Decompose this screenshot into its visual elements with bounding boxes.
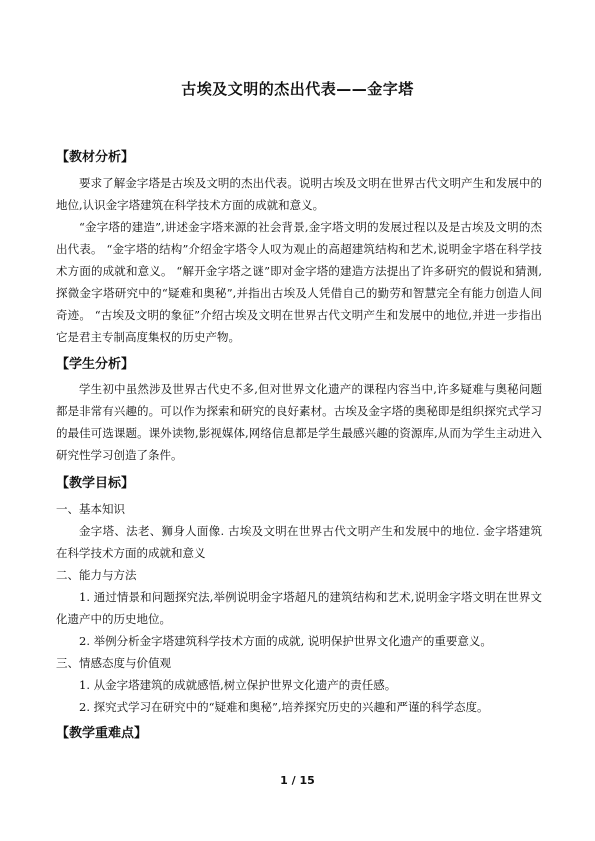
- ability-label: 二、能力与方法: [56, 568, 137, 582]
- section-heading-student-analysis: 【学生分析】: [56, 357, 135, 372]
- student-analysis-paragraph: 学生初中虽然涉及世界古代史不多,但对世界文化遗产的课程内容当中,许多疑难与奥秘问题都是非常有兴趣的。可以作为探索和研究的良好素材。古埃及金字塔的奥秘即是组织探究式学习的最佳可选课题。课外读物,影视媒体,网络信息都是学生最感兴趣的资源库,从而为学生主动进入研究性学习创造了条件。: [56, 382, 542, 462]
- textbook-analysis-paragraph-1: 要求了解金字塔是古埃及文明的杰出代表。说明古埃及文明在世界古代文明产生和发展中的地位,认识金字塔建筑在科学技术方面的成就和意义。: [56, 176, 542, 212]
- emotion-item-2: 2. 探究式学习在研究中的“疑难和奥秘”,培养探究历史的兴趣和严谨的科学态度。: [79, 700, 489, 714]
- page-number: 1 / 15: [280, 774, 315, 787]
- document-title: 古埃及文明的杰出代表——金字塔: [181, 80, 414, 98]
- section-heading-textbook-analysis: 【教材分析】: [56, 150, 135, 165]
- emotion-item-1: 1. 从金字塔建筑的成就感悟,树立保护世界文化遗产的责任感。: [79, 678, 397, 692]
- ability-item-2: 2. 举例分析金字塔建筑科学技术方面的成就, 说明保护世界文化遗产的重要意义。: [79, 634, 492, 648]
- basic-knowledge-label: 一、基本知识: [56, 502, 125, 516]
- textbook-analysis-paragraph-2: “金字塔的建造”,讲述金字塔来源的社会背景,金字塔文明的发展过程以及是古埃及文明的杰出代表。 “金字塔的结构”介绍金字塔令人叹为观止的高超建筑结构和艺术,说明金字塔在科学技术方面的成就和意义。 “解开金字塔之谜”即对金字塔的建造方法提出了许多研究的假说和猜测,探微金字塔研究中的“疑难和奥秘”,并指出古埃及人凭借自己的勤劳和智慧完全有能力创造人间奇迹。 “古埃及文明的象征”介绍古埃及文明在世界古代文明产生和发展中的地位,并进一步指出它是君主专制高度集权的历史产物。: [56, 220, 542, 344]
- basic-knowledge-text: 金字塔、法老、狮身人面像. 古埃及文明在世界古代文明产生和发展中的地位. 金字塔建筑在科学技术方面的成就和意义: [56, 524, 542, 560]
- section-heading-teaching-goals: 【教学目标】: [56, 476, 135, 491]
- ability-item-1: 1. 通过情景和问题探究法,举例说明金字塔超凡的建筑结构和艺术,说明金字塔文明在世界文化遗产中的历史地位。: [56, 590, 542, 626]
- emotion-label: 三、情感态度与价值观: [56, 656, 171, 670]
- section-heading-key-points: 【教学重难点】: [56, 726, 148, 741]
